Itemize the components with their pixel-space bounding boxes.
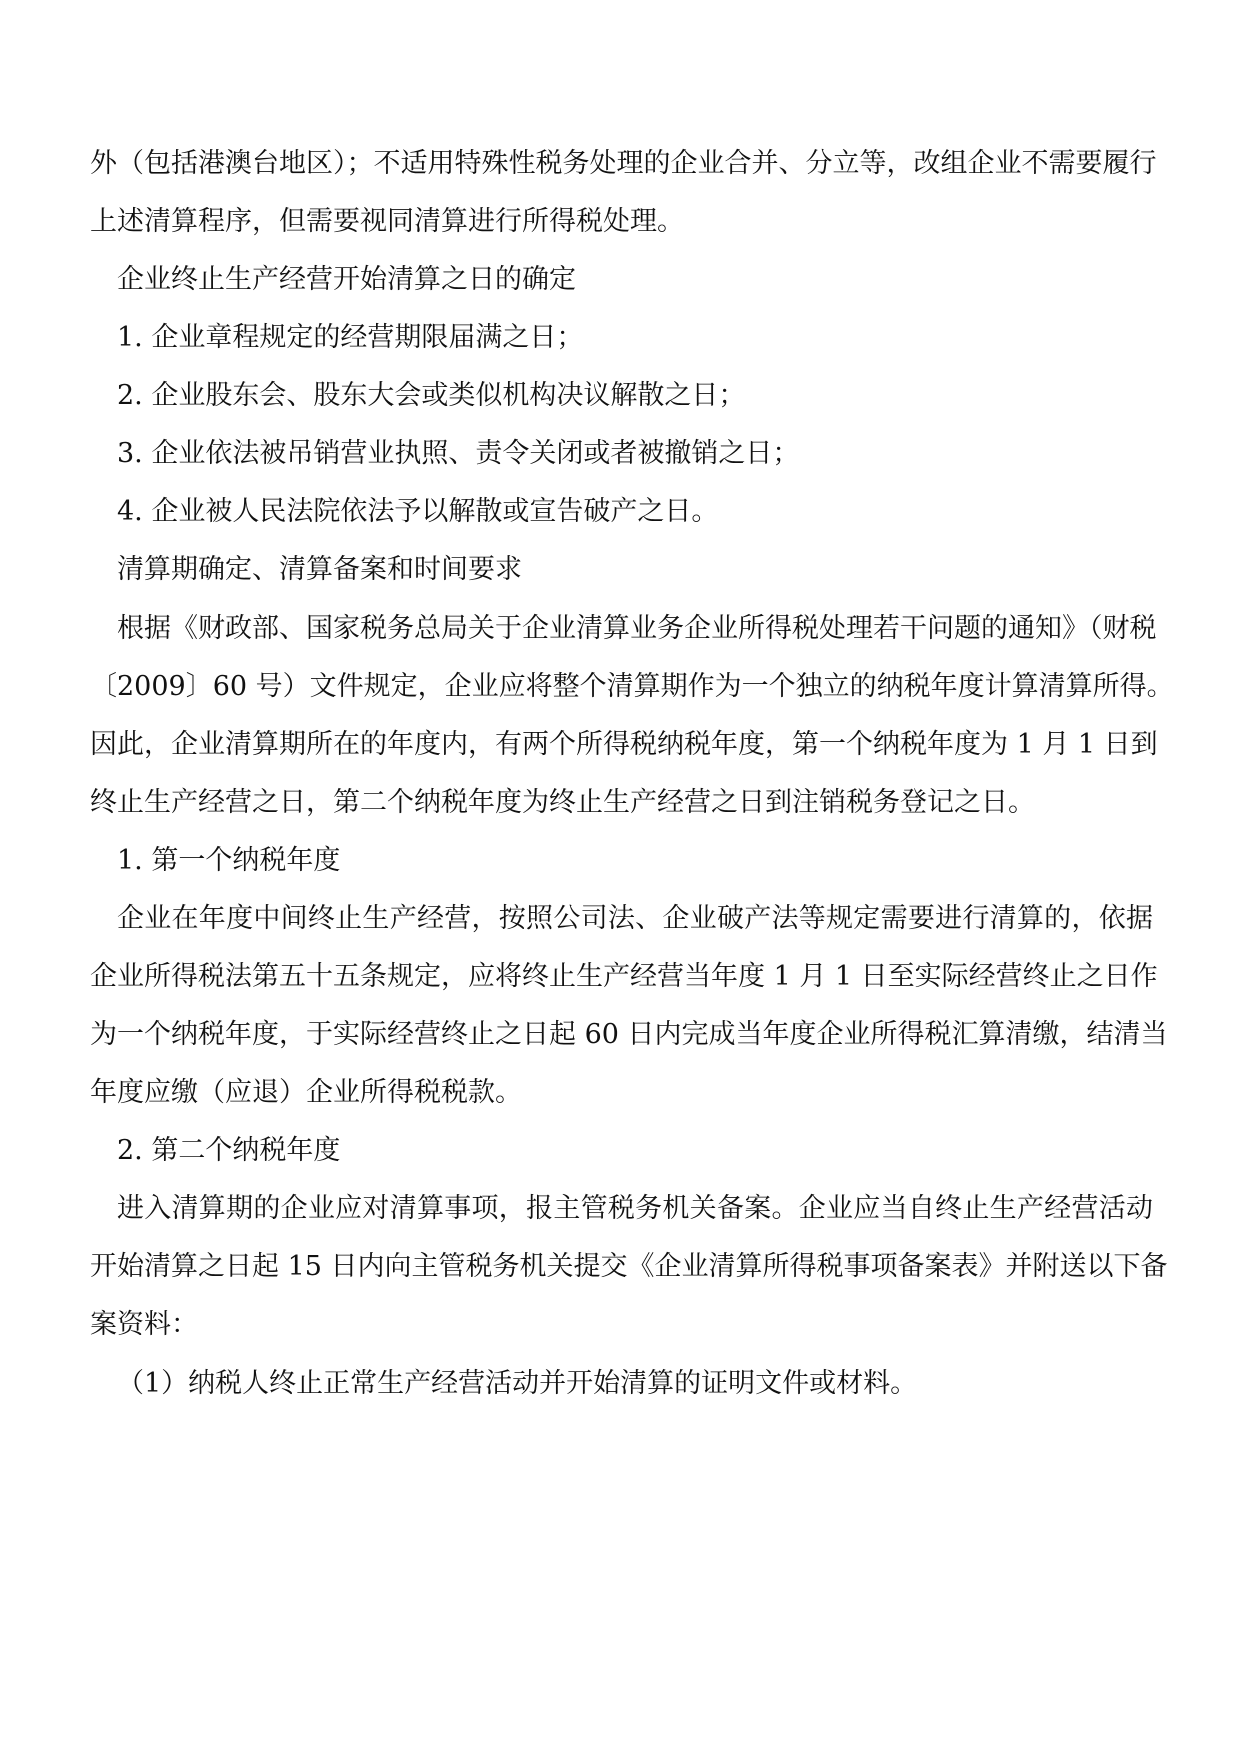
list-item: 3. 企业依法被吊销营业执照、责令关闭或者被撤销之日； — [117, 438, 800, 469]
paragraph-line: 外（包括港澳台地区）；不适用特殊性税务处理的企业合并、分立等，改组企业不需要履行 — [90, 148, 1157, 179]
paragraph-line: 案资料： — [90, 1309, 198, 1340]
paragraph-line: 开始清算之日起 15 日内向主管税务机关提交《企业清算所得税事项备案表》并附送以下备 — [90, 1251, 1168, 1282]
paragraph-line: 年度应缴（应退）企业所得税税款。 — [90, 1077, 522, 1108]
list-item: 4. 企业被人民法院依法予以解散或宣告破产之日。 — [117, 496, 719, 527]
list-item: 2. 企业股东会、股东大会或类似机构决议解散之日； — [117, 380, 746, 411]
paragraph-line: 因此，企业清算期所在的年度内，有两个所得税纳税年度，第一个纳税年度为 1 月 1 日到 — [90, 729, 1158, 760]
paragraph-line: 企业所得税法第五十五条规定，应将终止生产经营当年度 1 月 1 日至实际经营终止之日作 — [90, 961, 1158, 992]
paragraph-line: 终止生产经营之日，第二个纳税年度为终止生产经营之日到注销税务登记之日。 — [90, 787, 1035, 818]
subsection-heading: 2. 第二个纳税年度 — [117, 1135, 341, 1166]
paragraph-line: 〔2009〕60 号）文件规定，企业应将整个清算期作为一个独立的纳税年度计算清算所得。 — [90, 671, 1174, 702]
paragraph-line: 根据《财政部、国家税务总局关于企业清算业务企业所得税处理若干问题的通知》（财税 — [117, 613, 1157, 644]
paragraph-line: 上述清算程序，但需要视同清算进行所得税处理。 — [90, 206, 684, 237]
subsection-heading: 1. 第一个纳税年度 — [117, 845, 341, 876]
paragraph-line: 为一个纳税年度，于实际经营终止之日起 60 日内完成当年度企业所得税汇算清缴，结清当 — [90, 1019, 1168, 1050]
paragraph-line: 进入清算期的企业应对清算事项，报主管税务机关备案。企业应当自终止生产经营活动 — [117, 1193, 1153, 1224]
section-heading: 企业终止生产经营开始清算之日的确定 — [117, 264, 576, 295]
paragraph-line: 企业在年度中间终止生产经营，按照公司法、企业破产法等规定需要进行清算的，依据 — [117, 903, 1153, 934]
section-heading: 清算期确定、清算备案和时间要求 — [117, 554, 522, 585]
list-item: （1）纳税人终止正常生产经营活动并开始清算的证明文件或材料。 — [117, 1368, 918, 1399]
list-item: 1. 企业章程规定的经营期限届满之日； — [117, 322, 584, 353]
